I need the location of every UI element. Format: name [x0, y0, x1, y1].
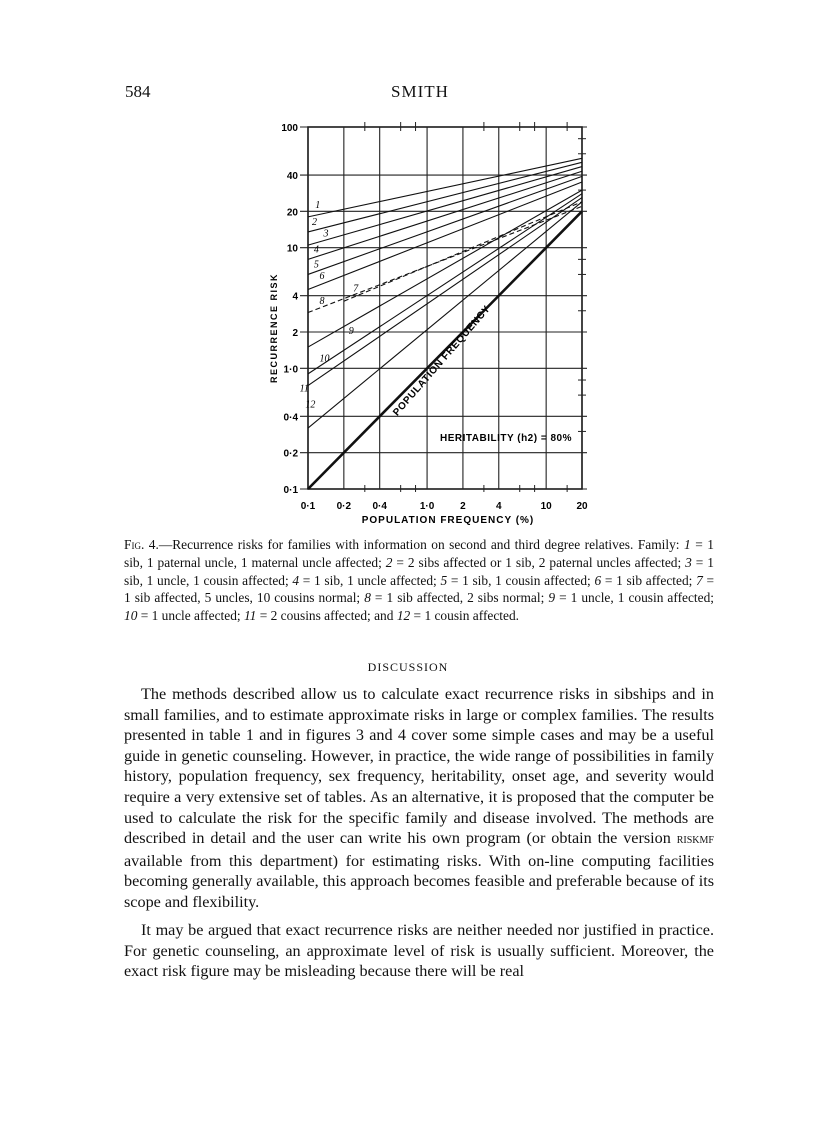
- x-tick-label: 4: [495, 501, 502, 512]
- caption-item-text: = 1 sib affected, 2 sibs normal;: [370, 590, 549, 606]
- series-label: 5: [313, 259, 319, 271]
- series-label: 1: [315, 199, 321, 211]
- x-tick-label: 20: [576, 501, 588, 512]
- caption-item-number: 10: [124, 608, 138, 624]
- x-tick-label: 1·0: [419, 501, 435, 512]
- caption-item-number: 3: [685, 554, 692, 570]
- caption-item-number: 6: [594, 572, 602, 588]
- caption-item-text: = 1 uncle, 1 cousin affected;: [555, 590, 715, 606]
- series-line-3: [308, 167, 582, 246]
- caption-item-number: 11: [243, 608, 257, 624]
- series-label: 2: [311, 216, 317, 228]
- caption-item-text: = 2 cousins affected; and: [256, 608, 397, 624]
- x-tick-label: 2: [460, 501, 466, 512]
- series-label: 11: [299, 383, 309, 395]
- running-title: SMITH: [391, 82, 449, 101]
- series-label: 4: [313, 244, 319, 256]
- recurrence-risk-chart: [0, 0, 816, 530]
- caption-item-text: = 1 uncle affected;: [137, 608, 244, 624]
- y-tick-label: 40: [286, 171, 298, 183]
- caption-item-text: = 1 sib, 1 paternal uncle, 1 maternal uncle affected;: [124, 537, 714, 570]
- x-tick-label: 0·2: [336, 501, 352, 512]
- series-line-4: [308, 171, 582, 259]
- y-axis-label: RECURRENCE RISK: [269, 272, 279, 384]
- figure-caption: [124, 536, 714, 625]
- series-label: 3: [323, 228, 329, 240]
- x-tick-label: 0·1: [300, 501, 316, 512]
- discussion-paragraph-1: [124, 684, 714, 913]
- series-label: 10: [319, 353, 330, 365]
- caption-item-number: 9: [548, 590, 556, 606]
- series-line-9: [308, 190, 582, 347]
- y-tick-label: 100: [281, 123, 298, 134]
- x-tick-label: 0·4: [372, 501, 387, 512]
- series-line-10: [308, 194, 582, 374]
- caption-title: —Recurrence risks for families with information on second and third degree relatives.: [158, 537, 634, 552]
- heritability-annotation: HERITABILITY (h2) = 80%: [440, 433, 572, 444]
- y-tick-label: 4: [292, 291, 298, 303]
- y-tick-label: 20: [286, 207, 298, 219]
- caption-item-text: = 2 sibs affected or 1 sib, 2 paternal uncles affected;: [392, 554, 686, 570]
- series-line-1: [308, 158, 582, 217]
- caption-item-number: 1: [684, 537, 691, 552]
- series-label: 9: [348, 326, 354, 338]
- x-tick-label: 10: [540, 501, 552, 512]
- caption-item-number: 2: [385, 554, 393, 570]
- series-label: 8: [319, 296, 325, 308]
- caption-item-text: = 1 sib affected, 5 uncles, 10 cousins normal;: [124, 572, 715, 606]
- caption-item-number: 4: [292, 572, 300, 588]
- series-label: 6: [319, 271, 325, 283]
- series-label: 12: [305, 399, 316, 411]
- caption-item-number: 8: [364, 590, 371, 606]
- population-frequency-label: POPULATION FREQUENCY: [391, 303, 493, 419]
- discussion-text: The methods described allow us to calculate exact recurrence risks in sibships and in small families, and to estimate approximate risks in large or complex families. The results presented in table 1 and in figures 3 and 4 cover some simple cases and may be a useful guide in genetic counseling. However, in practice, the wide range of possibilities in family history, population frequency, sex frequency, heritability, onset age, and severity would require a very extensive set of tables. As an alternative, it is proposed that the computer be used to calculate the risk for the specific family and disease involved. The methods are described in detail and the user can write his own program (or obtain the version: [124, 685, 714, 848]
- section-heading: DISCUSSION: [367, 660, 449, 674]
- program-name: riskmf: [676, 832, 714, 848]
- y-tick-label: 0·2: [283, 448, 298, 460]
- y-tick-label: 1·0: [283, 364, 298, 376]
- series-label: 7: [353, 283, 359, 295]
- y-tick-label: 10: [286, 243, 298, 255]
- caption-item-number: 12: [396, 608, 411, 624]
- y-tick-label: 2: [292, 328, 298, 340]
- caption-item-text: = 1 sib, 1 uncle, 1 cousin affected;: [124, 554, 714, 588]
- caption-family-intro: Family:: [637, 537, 680, 552]
- caption-item-text: = 1 sib affected;: [601, 572, 697, 588]
- discussion-text: available from this department) for estimating risks. With on-line computing facilities becoming generally available, this approach becomes feasible and preferable because of its scope and flexibility.: [124, 851, 714, 911]
- caption-item-text: = 1 cousin affected.: [410, 608, 520, 624]
- y-tick-label: 0·4: [283, 412, 298, 424]
- caption-item-text: = 1 sib, 1 uncle affected;: [299, 572, 441, 588]
- series-line-2: [308, 162, 582, 232]
- page-number: 584: [125, 82, 151, 101]
- caption-fig-label: Fig. 4.: [124, 537, 159, 552]
- discussion-paragraph-2: It may be argued that exact recurrence risks are neither needed nor justified in practice. For genetic counseling, an approximate level of risk is usually sufficient. Moreover, the exact risk figure may be misleading because there will be real: [124, 921, 714, 981]
- caption-item-number: 5: [440, 572, 448, 588]
- caption-item-text: = 1 sib, 1 cousin affected;: [447, 572, 595, 588]
- caption-item-number: 7: [696, 572, 703, 588]
- x-axis-label: POPULATION FREQUENCY (%): [361, 515, 535, 526]
- y-tick-label: 0·1: [283, 485, 298, 496]
